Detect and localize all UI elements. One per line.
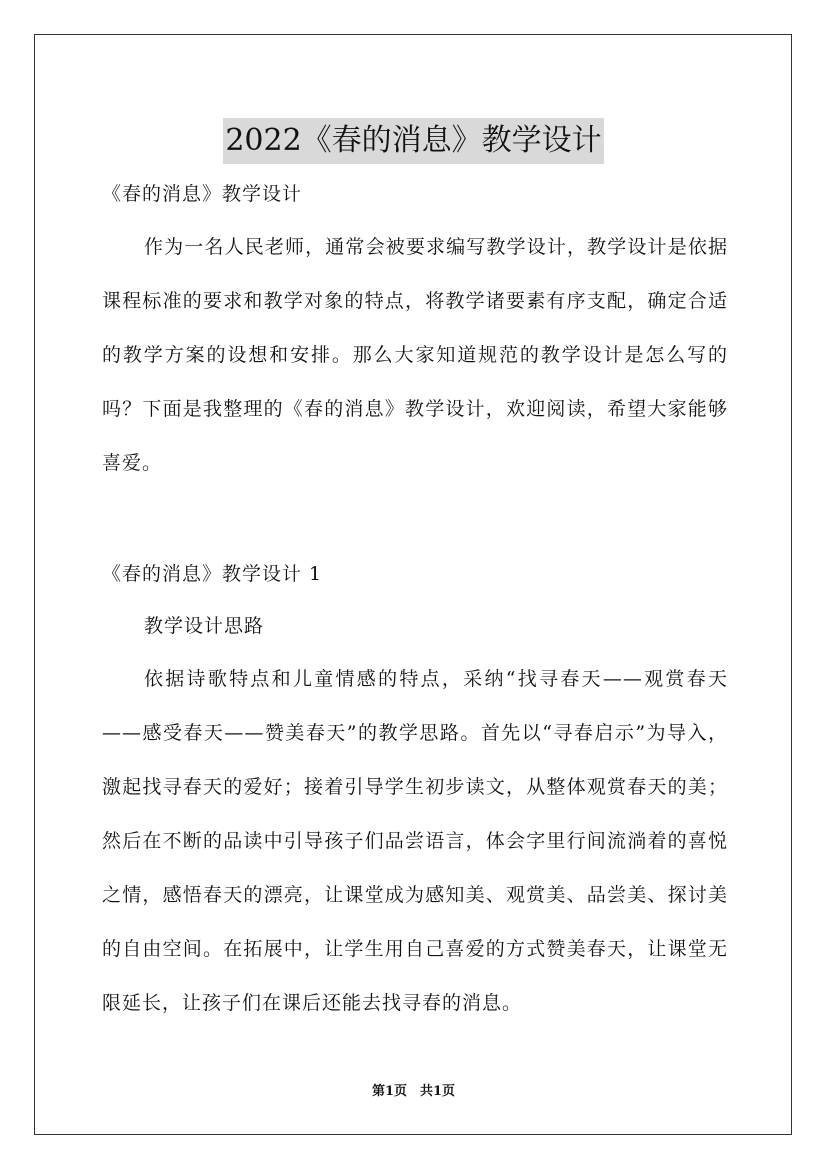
page-number-label: 第1页 共1页: [371, 1084, 456, 1099]
title-container: [0, 98, 827, 184]
section-subheading: 教学设计思路: [144, 615, 265, 637]
section-paragraph: 依据诗歌特点和儿童情感的特点，采纳“找寻春天——观赏春天——感受春天——赞美春天”的教学思路。首先以“寻春启示”为导入，激起找寻春天的爱好；接着引导学生初步读文，从整体观赏春天的美；然后在不断的品读中引导孩子们品尝语言，体会字里行间流淌着的喜悦之情，感悟春天的漂亮，让课堂成为感知美、观赏美、品尝美、探讨美的自由空间。在拓展中，让学生用自己喜爱的方式赞美春天，让课堂无限延长，让孩子们在课后还能去找寻春的消息。: [102, 668, 728, 1014]
document-title: 2022《春的消息》教学设计: [223, 118, 603, 164]
page-footer: [0, 1084, 827, 1100]
document-subtitle: 《春的消息》教学设计: [102, 183, 303, 205]
section-heading: 《春的消息》教学设计 1: [102, 563, 323, 585]
intro-paragraph: 作为一名人民老师，通常会被要求编写教学设计，教学设计是依据课程标准的要求和教学对象的特点，将教学诸要素有序支配，确定合适的教学方案的设想和安排。那么大家知道规范的教学设计是怎么写的吗？下面是我整理的《春的消息》教学设计，欢迎阅读，希望大家能够喜爱。: [102, 236, 728, 474]
